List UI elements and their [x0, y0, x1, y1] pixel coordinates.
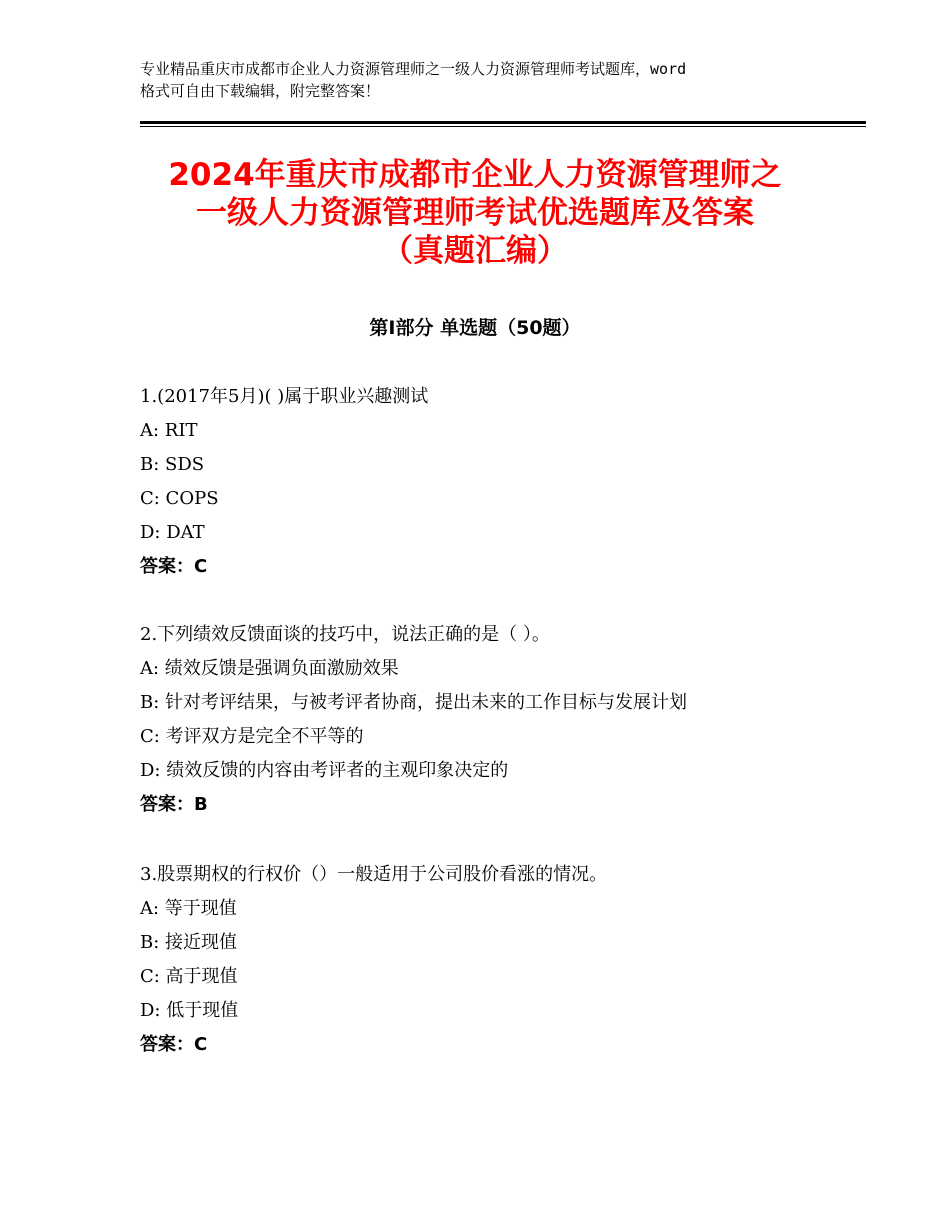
question-stem: 3.股票期权的行权价（）一般适用于公司股价看涨的情况。 — [140, 864, 608, 885]
option-b: B: SDS — [140, 454, 205, 475]
question-1 — [140, 380, 860, 584]
section-title: 第Ⅰ部分 单选题（50题） — [369, 317, 581, 339]
question-stem: 1.(2017年5月)( )属于职业兴趣测试 — [140, 386, 429, 407]
option-b: B: 针对考评结果，与被考评者协商，提出未来的工作目标与发展计划 — [140, 692, 688, 713]
answer: 答案：C — [140, 556, 208, 577]
option-c: C: 高于现值 — [140, 966, 238, 987]
option-d: D: 绩效反馈的内容由考评者的主观印象决定的 — [140, 760, 509, 781]
option-c: C: COPS — [140, 488, 219, 509]
question-2 — [140, 618, 860, 822]
option-a: A: 绩效反馈是强调负面激励效果 — [140, 658, 399, 679]
question-3 — [140, 858, 860, 1062]
option-d: D: 低于现值 — [140, 1000, 239, 1021]
option-b: B: 接近现值 — [140, 932, 238, 953]
answer: 答案：B — [140, 794, 208, 815]
answer: 答案：C — [140, 1034, 208, 1055]
option-c: C: 考评双方是完全不平等的 — [140, 726, 364, 747]
option-d: D: DAT — [140, 522, 205, 543]
header-note-line-1: 专业精品重庆市成都市企业人力资源管理师之一级人力资源管理师考试题库，word — [140, 60, 687, 78]
document-title-line-2: 一级人力资源管理师考试优选题库及答案 — [196, 195, 754, 231]
option-a: A: 等于现值 — [140, 898, 237, 919]
document-title — [100, 156, 850, 270]
question-stem: 2.下列绩效反馈面谈的技巧中，说法正确的是（ ）。 — [140, 624, 550, 645]
option-a: A: RIT — [140, 420, 198, 441]
document-title-line-3: （真题汇编） — [382, 233, 568, 269]
header-note — [140, 58, 830, 102]
header-divider-thick — [140, 121, 866, 124]
document-title-line-1: 2024年重庆市成都市企业人力资源管理师之 — [168, 157, 782, 193]
header-divider-thin — [140, 126, 866, 127]
header-note-line-2: 格式可自由下载编辑，附完整答案！ — [140, 82, 381, 100]
